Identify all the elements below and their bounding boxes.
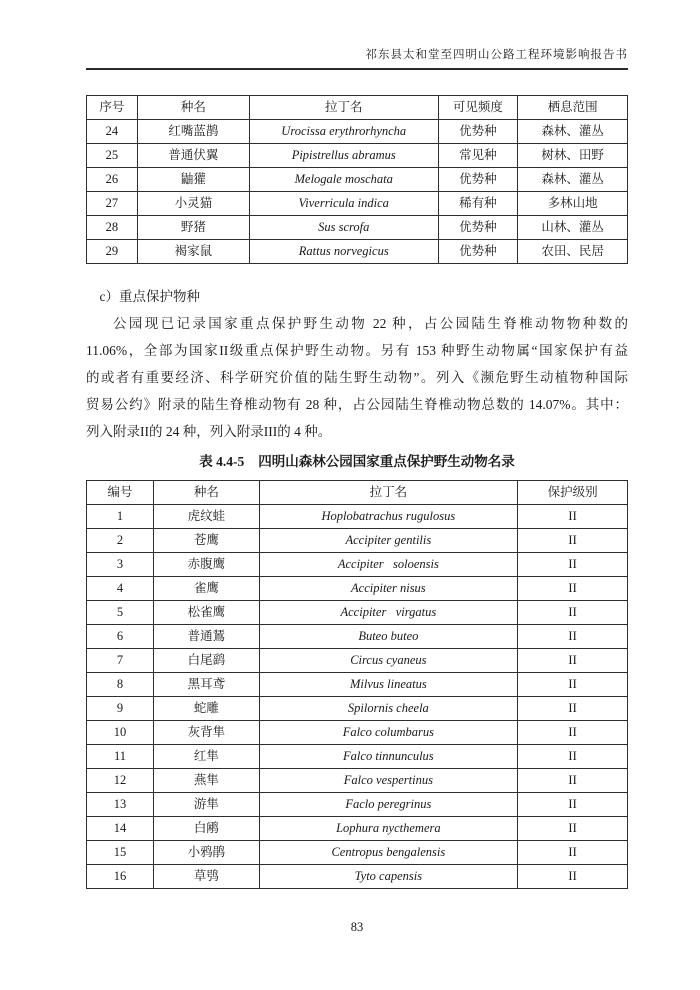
cell-latin-name: Accipiter virgatus [259,601,518,625]
cell-species-name: 野猪 [137,216,249,240]
table-row [87,144,628,168]
cell-protection-level: II [518,865,628,889]
cell-species-name: 鼬獾 [137,168,249,192]
cell-species-name: 白鹇 [154,817,259,841]
cell-habitat: 森林、灌丛 [518,120,628,144]
column-header-species: 种名 [154,481,259,505]
cell-habitat: 多林山地 [518,192,628,216]
cell-species-name: 黑耳鸢 [154,673,259,697]
paragraph-line: 贸易公约》附录的陆生脊椎动物有 28 种，占公园陆生脊椎动物总数的 14.07%。其中： [86,397,628,412]
table-row [87,529,628,553]
cell-latin-name: Viverricula indica [249,192,438,216]
table-row [87,793,628,817]
cell-no: 4 [87,577,154,601]
cell-no: 7 [87,649,154,673]
table-row [87,168,628,192]
cell-no: 29 [87,240,138,264]
cell-species-name: 红嘴蓝鹊 [137,120,249,144]
cell-latin-name: Tyto capensis [259,865,518,889]
table-row [87,240,628,264]
cell-no: 24 [87,120,138,144]
cell-protection-level: II [518,673,628,697]
cell-no: 5 [87,601,154,625]
column-header-latin: 拉丁名 [249,96,438,120]
cell-no: 2 [87,529,154,553]
cell-no: 11 [87,745,154,769]
cell-no: 13 [87,793,154,817]
cell-latin-name: Milvus lineatus [259,673,518,697]
paragraph-line: 列入附录II的 24 种，列入附录III的 4 种。 [86,424,332,439]
cell-species-name: 白尾鹞 [154,649,259,673]
cell-species-name: 褐家鼠 [137,240,249,264]
cell-no: 9 [87,697,154,721]
cell-no: 15 [87,841,154,865]
cell-species-name: 游隼 [154,793,259,817]
cell-protection-level: II [518,793,628,817]
cell-frequency: 稀有种 [438,192,518,216]
cell-latin-name: Melogale moschata [249,168,438,192]
cell-species-name: 燕隼 [154,769,259,793]
cell-no: 26 [87,168,138,192]
cell-no: 28 [87,216,138,240]
cell-latin-name: Falco columbarus [259,721,518,745]
table-header-row [87,481,628,505]
table-row [87,505,628,529]
cell-no: 6 [87,625,154,649]
table-row [87,625,628,649]
paragraph-line: 11.06%，全部为国家II级重点保护野生动物。另有 153 种野生动物属“国家保护有益 [86,343,628,358]
cell-latin-name: Accipiter nisus [259,577,518,601]
cell-habitat: 森林、灌丛 [518,168,628,192]
cell-frequency: 优势种 [438,168,518,192]
cell-species-name: 苍鹰 [154,529,259,553]
cell-latin-name: Falco vespertinus [259,769,518,793]
cell-frequency: 常见种 [438,144,518,168]
cell-latin-name: Centropus bengalensis [259,841,518,865]
table-caption-title: 四明山森林公园国家重点保护野生动物名录 [258,454,515,469]
cell-protection-level: II [518,505,628,529]
cell-latin-name: Falco tinnunculus [259,745,518,769]
table-row [87,841,628,865]
cell-no: 1 [87,505,154,529]
cell-species-name: 虎纹蛙 [154,505,259,529]
cell-latin-name: Sus scrofa [249,216,438,240]
cell-no: 25 [87,144,138,168]
cell-species-name: 普通鵟 [154,625,259,649]
cell-species-name: 普通伏翼 [137,144,249,168]
cell-species-name: 雀鹰 [154,577,259,601]
table-row [87,577,628,601]
cell-no: 16 [87,865,154,889]
section-heading: c）重点保护物种 [99,289,200,304]
cell-latin-name: Faclo peregrinus [259,793,518,817]
cell-protection-level: II [518,529,628,553]
column-header-frequency: 可见频度 [438,96,518,120]
cell-habitat: 树林、田野 [518,144,628,168]
paragraph-line: 的或者有重要经济、科学研究价值的陆生野生动物”。列入《濒危野生动植物种国际 [86,370,628,385]
cell-frequency: 优势种 [438,240,518,264]
table-caption [86,452,628,472]
table-row [87,649,628,673]
cell-protection-level: II [518,649,628,673]
species-frequency-table [86,95,628,264]
cell-species-name: 小鸦鹃 [154,841,259,865]
cell-protection-level: II [518,769,628,793]
report-title: 祁东县太和堂至四明山公路工程环境影响报告书 [365,49,628,61]
cell-habitat: 山林、灌丛 [518,216,628,240]
cell-species-name: 红隼 [154,745,259,769]
cell-no: 3 [87,553,154,577]
body-paragraph [86,310,628,445]
cell-species-name: 蛇雕 [154,697,259,721]
cell-species-name: 小灵猫 [137,192,249,216]
table-row [87,553,628,577]
cell-protection-level: II [518,577,628,601]
cell-no: 10 [87,721,154,745]
cell-protection-level: II [518,841,628,865]
column-header-no: 编号 [87,481,154,505]
cell-latin-name: Accipiter soloensis [259,553,518,577]
table-row [87,601,628,625]
page-number: 83 [350,920,364,934]
cell-species-name: 灰背隼 [154,721,259,745]
cell-frequency: 优势种 [438,216,518,240]
column-header-protection-level: 保护级别 [518,481,628,505]
cell-protection-level: II [518,625,628,649]
cell-species-name: 赤腹鹰 [154,553,259,577]
table-row [87,817,628,841]
cell-latin-name: Spilornis cheela [259,697,518,721]
paragraph-line: 公园现已记录国家重点保护野生动物 22 种，占公园陆生脊椎动物物种数的 [113,316,628,331]
cell-protection-level: II [518,553,628,577]
table-row [87,865,628,889]
cell-frequency: 优势种 [438,120,518,144]
cell-protection-level: II [518,745,628,769]
cell-habitat: 农田、民居 [518,240,628,264]
cell-latin-name: Accipiter gentilis [259,529,518,553]
cell-latin-name: Urocissa erythrorhyncha [249,120,438,144]
cell-species-name: 草鸮 [154,865,259,889]
table-row [87,673,628,697]
page-footer [86,920,628,935]
table-header-row [87,96,628,120]
cell-protection-level: II [518,697,628,721]
cell-no: 12 [87,769,154,793]
cell-latin-name: Lophura nycthemera [259,817,518,841]
column-header-latin: 拉丁名 [259,481,518,505]
cell-protection-level: II [518,817,628,841]
table-row [87,721,628,745]
column-header-no: 序号 [87,96,138,120]
column-header-species: 种名 [137,96,249,120]
protected-species-table [86,480,628,889]
table-caption-label: 表 4.4-5 [199,454,245,469]
cell-latin-name: Buteo buteo [259,625,518,649]
cell-latin-name: Pipistrellus abramus [249,144,438,168]
table-row [87,216,628,240]
table-row [87,769,628,793]
table-row [87,120,628,144]
table-row [87,192,628,216]
table-row [87,745,628,769]
cell-no: 14 [87,817,154,841]
cell-protection-level: II [518,721,628,745]
column-header-habitat: 栖息范围 [518,96,628,120]
cell-latin-name: Hoplobatrachus rugulosus [259,505,518,529]
table-row [87,697,628,721]
cell-no: 27 [87,192,138,216]
cell-latin-name: Circus cyaneus [259,649,518,673]
cell-latin-name: Rattus norvegicus [249,240,438,264]
cell-protection-level: II [518,601,628,625]
cell-species-name: 松雀鹰 [154,601,259,625]
cell-no: 8 [87,673,154,697]
page-header [86,0,628,70]
